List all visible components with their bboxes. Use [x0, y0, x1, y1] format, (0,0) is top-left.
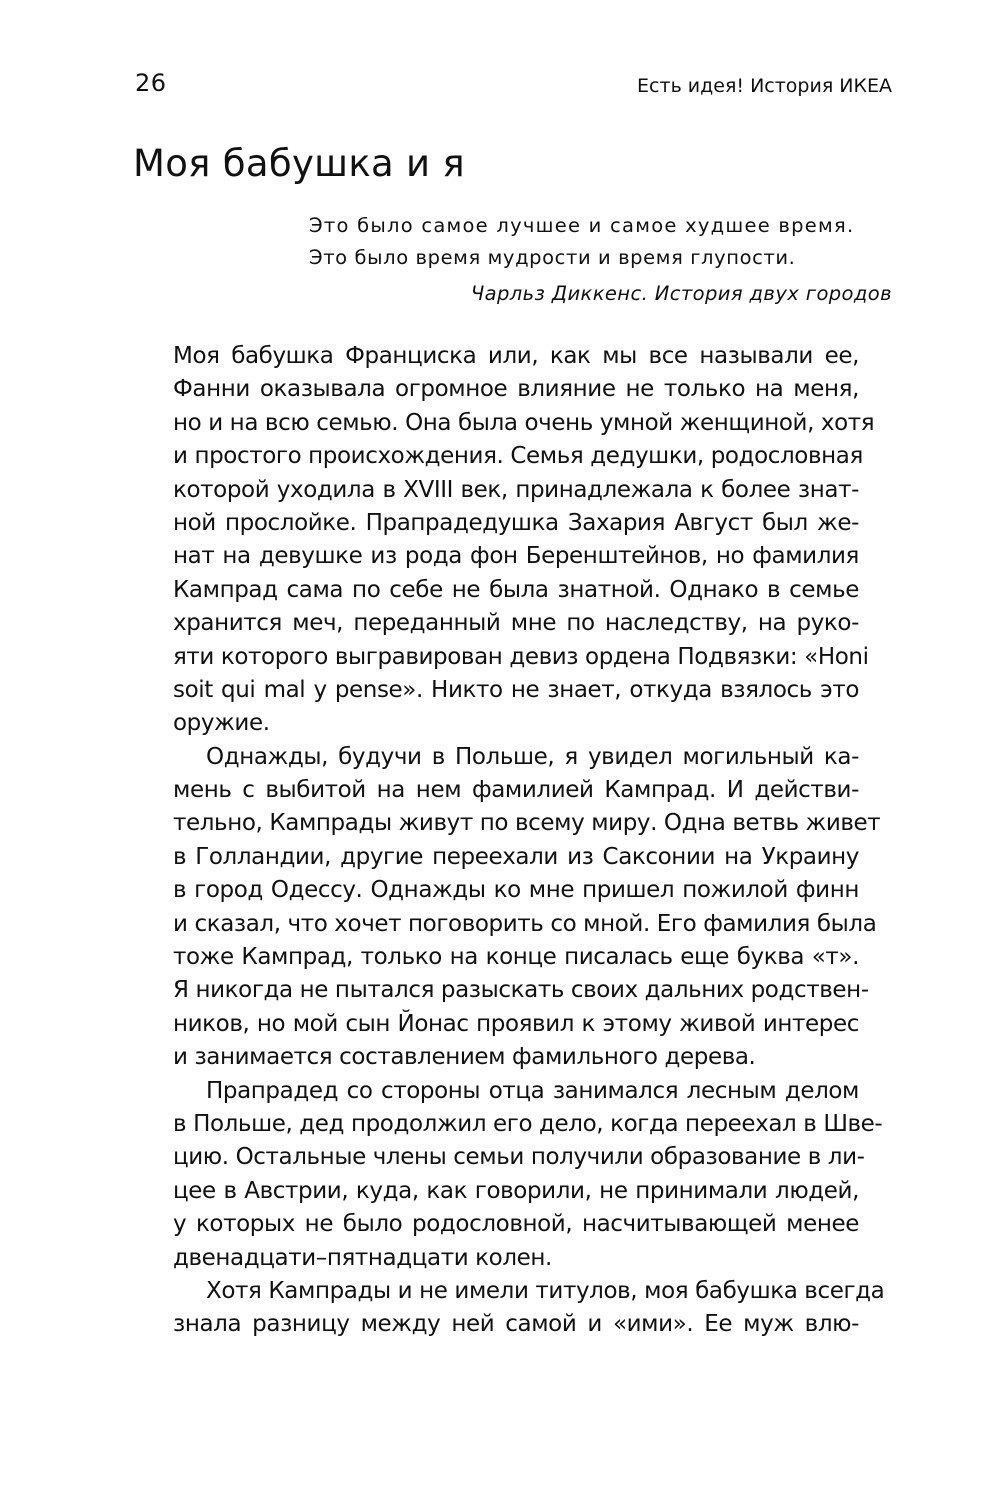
running-header: Есть идея! История ИКЕА	[637, 75, 892, 97]
text-line: но и на всю семью. Она была очень умной женщиной, хотя	[173, 409, 875, 436]
text-line: знала разницу между ней самой и «ими». Ее муж влю-	[173, 1311, 859, 1338]
paragraph	[173, 340, 875, 741]
text-line: которой уходила в XVIII век, принадлежала к более знат-	[173, 476, 859, 503]
epigraph	[272, 210, 892, 310]
text-line: soit qui mal y pense». Никто не знает, откуда взялось это	[173, 676, 859, 703]
text-line: Моя бабушка Франциска или, как мы все называли ее,	[173, 343, 859, 369]
text-line: в город Одессу. Однажды ко мне пришел пожилой финн	[173, 877, 859, 904]
text-line: Прапрадед со стороны отца занимался лесным делом	[206, 1077, 859, 1104]
text-line: в Польше, дед продолжил его дело, когда переехал в Шве-	[173, 1110, 883, 1137]
text-line: Хотя Кампрады и не имели титулов, моя бабушка всегда	[206, 1277, 885, 1304]
text-line: в Голландии, другие переехали из Саксонии на Украину	[173, 843, 859, 870]
text-line: мень с выбитой на нем фамилией Кампрад. И действи-	[173, 777, 859, 804]
text-line: и занимается составлением фамильного дерева.	[173, 1044, 756, 1071]
text-line: оружие.	[173, 710, 270, 737]
page-number: 26	[135, 69, 167, 97]
text-line: и простого происхождения. Семья дедушки, родословная	[173, 443, 863, 470]
epigraph-attribution: Чарльз Диккенс. История двух городов	[470, 282, 892, 305]
epigraph-line: Это было время мудрости и время глупости.	[309, 246, 796, 269]
text-line: цее в Австрии, куда, как говорили, не принимали людей,	[173, 1177, 859, 1204]
text-line: ной прослойке. Прапрадедушка Захария Август был же-	[173, 509, 859, 536]
text-line: двенадцати–пятнадцати колен.	[173, 1244, 552, 1271]
text-line: ников, но мой сын Йонас проявил к этому живой интерес	[173, 1010, 859, 1037]
text-line: яти которого выгравирован девиз ордена Подвязки: «Honi	[173, 643, 869, 670]
text-line: тоже Кампрад, только на конце писалась еще буква «т».	[173, 944, 859, 971]
text-line: Фанни оказывала огромное влияние не только на меня,	[173, 376, 859, 403]
text-line: и сказал, что хочет поговорить со мной. Его фамилия была	[173, 910, 877, 937]
text-line: тельно, Кампрады живут по всему миру. Одна ветвь живет	[173, 810, 881, 837]
text-line: Кампрад сама по себе не была знатной. Однако в семье	[173, 576, 859, 603]
paragraph	[173, 1275, 885, 1342]
text-line: Однажды, будучи в Польше, я увидел могильный ка-	[206, 743, 859, 770]
text-line: нат на девушке из рода фон Беренштейнов, но фамилия	[173, 543, 859, 570]
body-text	[173, 340, 885, 1342]
text-line: цию. Остальные члены семьи получили образование в ли-	[173, 1144, 865, 1171]
text-line: у которых не было родословной, насчитывающей менее	[173, 1211, 859, 1238]
paragraph	[173, 741, 881, 1075]
epigraph-line: Это было самое лучшее и самое худшее время.	[309, 214, 855, 237]
text-line: Я никогда не пытался разыскать своих дальних родствен-	[173, 977, 869, 1004]
chapter-title: Моя бабушка и я	[133, 142, 465, 185]
text-line: хранится меч, переданный мне по наследству, на руко-	[173, 610, 859, 637]
paragraph	[173, 1075, 883, 1275]
